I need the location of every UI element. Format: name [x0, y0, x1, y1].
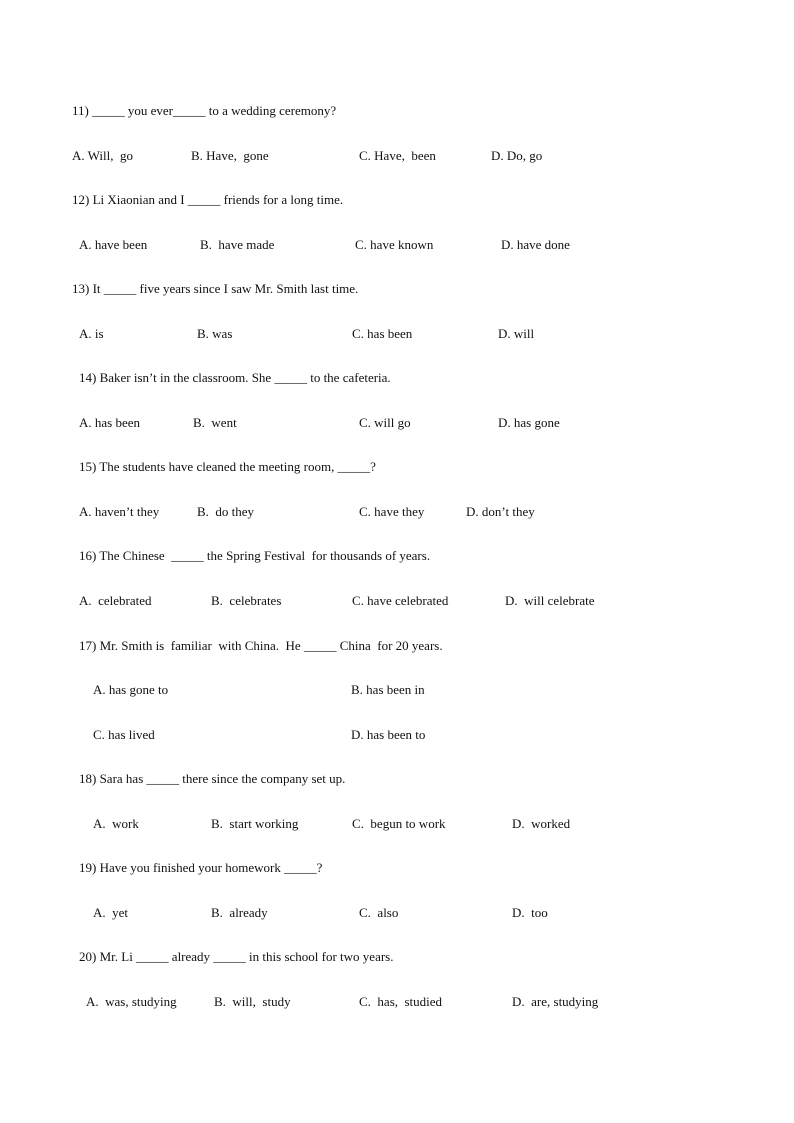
option-b: B. have made: [200, 237, 275, 252]
option-a: A. have been: [79, 237, 148, 252]
question-stem: 18) Sara has _____ there since the company set up.: [79, 771, 346, 786]
option-c: C. have celebrated: [352, 593, 449, 608]
option-b: B. will, study: [214, 994, 291, 1009]
option-c: C. has lived: [93, 727, 155, 742]
option-c: C. Have, been: [359, 148, 436, 163]
question-stem: 11) _____ you ever_____ to a wedding ceremony?: [72, 103, 337, 118]
option-c: C. have known: [355, 237, 434, 252]
option-d: D. has been to: [351, 727, 426, 742]
option-d: D. worked: [512, 816, 571, 831]
question-stem: 14) Baker isn’t in the classroom. She _____ to the cafeteria.: [79, 370, 391, 385]
question-stem: 15) The students have cleaned the meeting room, _____?: [79, 459, 376, 474]
question-stem: 12) Li Xiaonian and I _____ friends for a long time.: [72, 192, 344, 207]
option-a: A. yet: [93, 905, 129, 920]
option-a: A. work: [93, 816, 139, 831]
option-d: D. has gone: [498, 415, 560, 430]
option-b: B. do they: [197, 504, 255, 519]
option-c: C. have they: [359, 504, 425, 519]
option-c: C. has, studied: [359, 994, 443, 1009]
question-stem: 19) Have you finished your homework _____?: [79, 860, 323, 875]
option-a: A. has gone to: [93, 682, 169, 697]
option-b: B. Have, gone: [191, 148, 269, 163]
option-a: A. haven’t they: [79, 504, 160, 519]
option-b: B. already: [211, 905, 268, 920]
question-stem: 17) Mr. Smith is familiar with China. He _____ China for 20 years.: [79, 638, 443, 653]
option-d: D. too: [512, 905, 548, 920]
option-d: D. don’t they: [466, 504, 535, 519]
option-c: C. has been: [352, 326, 413, 341]
option-b: B. was: [197, 326, 233, 341]
question-stem: 20) Mr. Li _____ already _____ in this school for two years.: [79, 949, 394, 964]
option-a: A. Will, go: [72, 148, 133, 163]
option-b: B. start working: [211, 816, 299, 831]
option-c: C. begun to work: [352, 816, 446, 831]
option-a: A. has been: [79, 415, 141, 430]
question-stem: 16) The Chinese _____ the Spring Festival for thousands of years.: [79, 548, 431, 563]
option-d: D. will celebrate: [505, 593, 595, 608]
option-b: B. went: [193, 415, 237, 430]
option-d: D. have done: [501, 237, 570, 252]
question-stem: 13) It _____ five years since I saw Mr. Smith last time.: [72, 281, 359, 296]
option-a: A. is: [79, 326, 104, 341]
option-d: D. are, studying: [512, 994, 599, 1009]
option-a: A. celebrated: [79, 593, 152, 608]
option-a: A. was, studying: [86, 994, 177, 1009]
option-c: C. will go: [359, 415, 411, 430]
option-b: B. has been in: [351, 682, 425, 697]
option-c: C. also: [359, 905, 399, 920]
option-d: D. Do, go: [491, 148, 543, 163]
option-d: D. will: [498, 326, 535, 341]
option-b: B. celebrates: [211, 593, 282, 608]
